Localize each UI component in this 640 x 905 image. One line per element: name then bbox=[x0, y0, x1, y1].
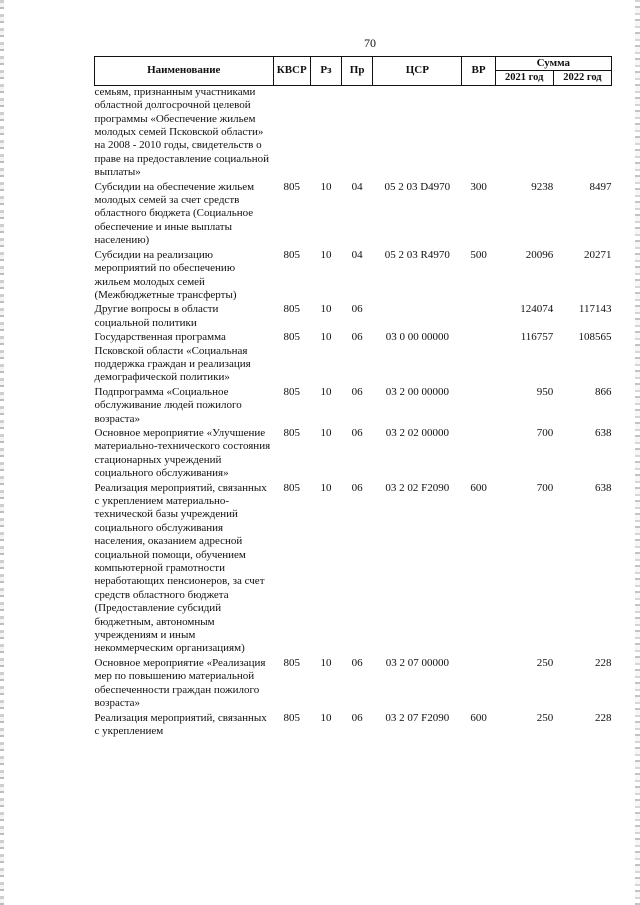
row-rz: 10 bbox=[320, 711, 332, 724]
row-pr: 06 bbox=[351, 711, 363, 724]
row-pr: 06 bbox=[351, 331, 363, 344]
row-pr: 06 bbox=[351, 303, 363, 316]
row-csr: 03 2 00 00000 bbox=[385, 385, 449, 398]
header-year-2021: 2021 год bbox=[495, 71, 553, 85]
header-year-2022: 2022 год bbox=[553, 71, 611, 85]
header-kvsr: КВСР bbox=[273, 57, 310, 86]
table-row bbox=[95, 303, 612, 331]
row-sum-2022: 108565 bbox=[578, 331, 612, 344]
table-row bbox=[95, 386, 612, 427]
header-vr: ВР bbox=[462, 57, 495, 86]
row-sum-2021: 700 bbox=[536, 426, 554, 439]
row-kvsr: 805 bbox=[283, 180, 300, 193]
row-name: семьям, признанным участниками областной долгосрочной целевой программы «Обеспечение жильем молодых семей Псковской области» на 2008 - 2010 годы, свидетельств о праве на предоставление социальной выплаты» bbox=[94, 85, 269, 179]
row-vr: 600 bbox=[470, 711, 487, 724]
row-sum-2021: 250 bbox=[536, 711, 554, 724]
row-sum-2021: 950 bbox=[536, 385, 554, 398]
row-vr bbox=[462, 427, 495, 482]
row-vr bbox=[462, 386, 495, 427]
row-vr: 600 bbox=[470, 481, 487, 494]
row-pr: 06 bbox=[351, 426, 363, 439]
scan-edge-right bbox=[635, 0, 640, 905]
row-pr: 04 bbox=[351, 180, 363, 193]
row-vr: 300 bbox=[470, 180, 487, 193]
row-rz: 10 bbox=[320, 180, 332, 193]
table-row bbox=[95, 85, 612, 180]
row-sum-2022: 638 bbox=[595, 481, 612, 494]
row-rz: 10 bbox=[320, 426, 332, 439]
table-row bbox=[95, 427, 612, 482]
row-pr bbox=[342, 85, 373, 180]
header-csr: ЦСР bbox=[373, 57, 462, 86]
row-name: Субсидии на реализацию мероприятий по обеспечению жильем молодых семей (Межбюджетные трансферты) bbox=[94, 248, 237, 301]
row-rz: 10 bbox=[320, 248, 332, 261]
scan-edge-left bbox=[0, 0, 4, 905]
row-sum-2021: 124074 bbox=[520, 303, 554, 316]
row-csr: 03 2 07 F2090 bbox=[385, 711, 450, 724]
row-name: Субсидии на обеспечение жильем молодых семей за счет средств областного бюджета (Социальное обеспечение и иные выплаты населению) bbox=[94, 180, 255, 247]
row-kvsr: 805 bbox=[283, 711, 300, 724]
row-vr: 500 bbox=[470, 248, 487, 261]
row-pr: 06 bbox=[351, 385, 363, 398]
row-rz bbox=[310, 85, 341, 180]
table-row bbox=[95, 712, 612, 740]
row-rz: 10 bbox=[320, 331, 332, 344]
row-pr: 06 bbox=[351, 481, 363, 494]
row-kvsr: 805 bbox=[283, 331, 300, 344]
row-kvsr: 805 bbox=[283, 426, 300, 439]
table-row bbox=[95, 331, 612, 386]
header-name: Наименование bbox=[95, 57, 274, 86]
row-sum-2022 bbox=[553, 85, 611, 180]
row-sum-2022: 228 bbox=[595, 656, 612, 669]
page-number: 70 bbox=[364, 36, 376, 50]
row-rz: 10 bbox=[320, 656, 332, 669]
row-vr bbox=[462, 657, 495, 712]
row-sum-2022: 638 bbox=[595, 426, 612, 439]
row-sum-2022: 866 bbox=[595, 385, 612, 398]
row-vr bbox=[462, 85, 495, 180]
row-sum-2022: 228 bbox=[595, 711, 612, 724]
row-sum-2021: 700 bbox=[536, 481, 554, 494]
table-row bbox=[95, 482, 612, 657]
row-name: Основное мероприятие «Улучшение материально-технического состояния стационарных учреждений социального обслуживания» bbox=[94, 426, 271, 480]
row-sum-2021: 20096 bbox=[525, 248, 554, 261]
row-name: Реализация мероприятий, связанных с укреплением bbox=[94, 711, 267, 737]
header-sum: Сумма bbox=[495, 57, 611, 71]
header-pr: Пр bbox=[342, 57, 373, 86]
row-sum-2021: 9238 bbox=[531, 180, 554, 193]
row-vr bbox=[462, 303, 495, 331]
row-csr: 05 2 03 R4970 bbox=[384, 248, 450, 261]
row-sum-2021 bbox=[495, 85, 553, 180]
row-sum-2021: 250 bbox=[536, 656, 554, 669]
table-body bbox=[95, 85, 612, 739]
row-name: Подпрограмма «Социальное обслуживание людей пожилого возраста» bbox=[94, 385, 242, 425]
row-kvsr: 805 bbox=[283, 385, 300, 398]
row-kvsr: 805 bbox=[283, 481, 300, 494]
row-pr: 06 bbox=[351, 656, 363, 669]
table-row bbox=[95, 249, 612, 304]
table-row bbox=[95, 657, 612, 712]
row-rz: 10 bbox=[320, 385, 332, 398]
row-sum-2021: 116757 bbox=[520, 331, 554, 344]
row-sum-2022: 20271 bbox=[584, 248, 612, 261]
budget-table bbox=[94, 56, 612, 739]
table-header bbox=[95, 57, 612, 86]
row-csr: 03 0 00 00000 bbox=[385, 331, 449, 344]
header-rz: Рз bbox=[310, 57, 341, 86]
row-rz: 10 bbox=[320, 481, 332, 494]
row-rz: 10 bbox=[320, 303, 332, 316]
row-name: Основное мероприятие «Реализация мер по повышению материальной обеспеченности граждан пожилого возраста» bbox=[94, 656, 266, 710]
row-csr bbox=[373, 303, 462, 331]
row-name: Другие вопросы в области социальной политики bbox=[94, 303, 219, 329]
row-vr bbox=[462, 331, 495, 386]
table-row bbox=[95, 181, 612, 249]
row-csr: 03 2 02 00000 bbox=[385, 426, 449, 439]
row-csr: 05 2 03 D4970 bbox=[384, 180, 451, 193]
row-kvsr: 805 bbox=[283, 248, 300, 261]
row-csr bbox=[373, 85, 462, 180]
row-name: Государственная программа Псковской области «Социальная поддержка граждан и реализация демографической политики» bbox=[94, 331, 251, 384]
row-csr: 03 2 02 F2090 bbox=[385, 481, 450, 494]
row-sum-2022: 8497 bbox=[589, 180, 612, 193]
row-kvsr bbox=[273, 85, 310, 180]
row-kvsr: 805 bbox=[283, 656, 300, 669]
row-kvsr: 805 bbox=[283, 303, 300, 316]
row-pr: 04 bbox=[351, 248, 363, 261]
row-sum-2022: 117143 bbox=[578, 303, 612, 316]
row-name: Реализация мероприятий, связанных с укреплением материально-технической базы учреждений социального обслуживания населения, оказанием адресной социальной помощи, обучением компьютерной грамотности неработающих пенсионеров, за счет средств областного бюджета (Предоставление субсидий бюджетным, автономным учреждениям и иным некоммерческим организациям) bbox=[94, 481, 267, 655]
row-csr: 03 2 07 00000 bbox=[385, 656, 449, 669]
